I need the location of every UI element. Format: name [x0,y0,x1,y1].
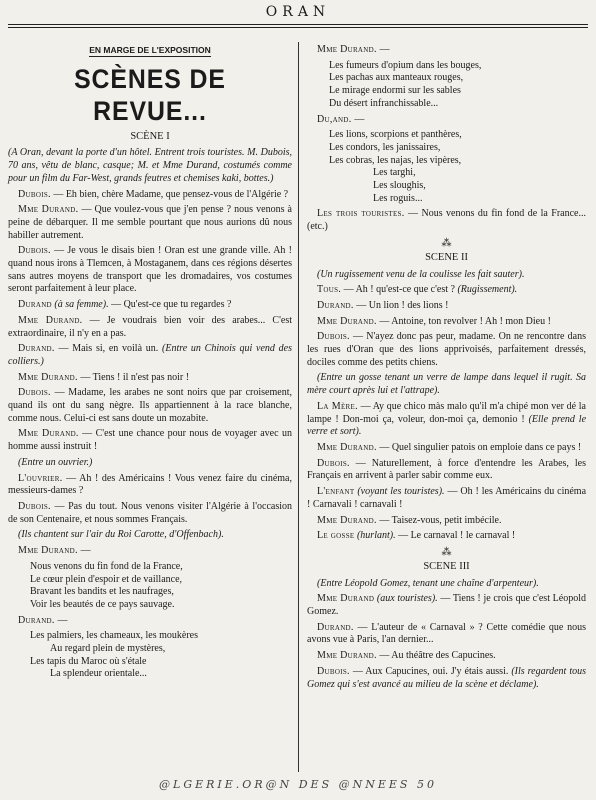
dialogue-line [8,501,292,526]
speech: — Au théâtre des Capucines. [376,650,496,662]
speech: — Pas du tout. Nous venons visiter l'Algérie à l'occasion de son Centenaire, et nous sommes Français. [8,500,292,525]
speaker: Dubois. [317,457,350,469]
asterism: ⁂ [441,237,452,249]
verse-line: Bravant les bandits et les naufrages, [30,586,174,598]
dialogue-line [8,245,292,296]
running-title: ORAN [265,4,331,20]
dialogue-block [307,593,586,691]
dialogue-line [307,458,586,483]
verse-line: Les targhi, [373,167,416,179]
dialogue-block [8,189,292,454]
dialogue-line [8,387,292,425]
speaker: Mme Durand. [317,441,377,453]
verse-line: Les pachas aux manteaux rouges, [329,72,464,84]
speech: — Aux Capucines, oui. J'y étais aussi. [349,665,512,677]
verse-line: Les fumeurs d'opium dans les bouges, [329,59,482,71]
speaker: Dubois. [18,245,51,257]
verse-block [329,60,586,111]
article-title: SCÈNES DE REVUE... [74,63,226,126]
speech: — Oh ! les Américains du cinéma ! Carnavali ! carnavali ! [307,486,587,510]
dialogue-line [8,204,292,242]
speech: — Tiens ! je crois que c'est Léopold Gomez. [307,593,586,618]
verse-line: Les tapis du Maroc où s'étale [30,655,147,667]
verse-block [329,129,586,205]
speaker: Durand. [317,299,354,311]
top-rule [8,24,588,25]
speaker: Mme Durand. [18,314,83,326]
page-header [0,0,596,26]
speech: — Tiens ! il n'est pas noir ! [77,371,190,383]
speaker: Tous. [317,284,342,296]
speech: — Mais si, en voilà un. [54,343,163,355]
dialogue-line [307,300,586,313]
speaker: La Mère. [317,400,358,412]
speech: — Nous venons du fin fond de la France... (etc.) [307,208,586,233]
dialogue-line [8,428,292,453]
speech: — Ah ! des Américains ! Vous venez faire du cinéma, messieurs-dames ? [8,472,292,497]
speaker: L'ouvrier. [18,472,63,484]
dialogue-block [307,401,586,543]
verse-line: Du désert infranchissable... [329,97,439,109]
verse-line: Le cœur plein d'espoir et de vaillance, [30,573,183,585]
verse-block [30,561,292,612]
speaker: Le gosse [317,530,355,542]
stage-direction: (hurlant). [356,530,396,542]
speech: — Le carnaval ! le carnaval ! [395,530,516,542]
speaker: Dubois. [18,387,51,399]
speaker: Dubois. [18,188,51,200]
speaker: Dubois. [317,331,350,343]
dialogue-line [307,666,586,691]
speech: — Antoine, ton revolver ! Ah ! mon Dieu ! [376,315,551,327]
dialogue-line [307,650,586,663]
footer-watermark: @LGERIE.OR@N DES @NNEES 50 [159,778,437,791]
right-column [307,44,586,694]
speech: — Un lion ! des lions ! [353,299,449,311]
speaker-label: Mme Durand. — [317,44,390,55]
verse-line: Les palmiers, les chameaux, les moukères [30,630,198,642]
speech: — C'est une chance pour nous de voyager avec un homme aussi instruit ! [8,428,292,453]
stage-direction: (Ils regardent tous Gomez qui s'est avancé au milieu de la scène et déclame). [307,665,586,690]
dialogue-line [307,208,586,233]
speech: — Madame, les arabes ne sont noirs que par croisement, quand ils ont du sang nègre. Ils appartiennent à la race blanche, comme nous. Celui-ci est sans doute un mozabite. [8,387,292,424]
speaker: Mme Durand. [317,514,377,526]
dialogue-line [307,442,586,455]
speech: — Quel singulier patois on emploie dans ce pays ! [376,441,582,453]
speaker-label: Mme Durand. — [18,545,91,557]
speaker: Mme Durand. [317,315,377,327]
asterism: ⁂ [441,546,452,558]
section-kicker: EN MARGE DE L'EXPOSITION [89,45,211,55]
stage-direction: (Entre Léopold Gomez, tenant une chaîne d'arpenteur). [317,577,539,589]
dialogue-line [8,343,292,368]
dialogue-line [307,515,586,528]
speech: — Je vous le disais bien ! Oran est une grande ville. Ah ! quand nous irons à Tlemcen, à Mostaganem, dans ces régions désertes sans autres moyens de transport que les dromadaires, vos costumes seront parfaitement à leur place. [8,245,292,295]
dialogue-line [8,189,292,202]
left-column [8,44,292,684]
dialogue-line [8,299,292,312]
stage-direction: (Ils chantent sur l'air du Roi Carotte, d'Offenbach). [18,529,224,541]
verse-line: Voir les beautés de ce pays sauvage. [30,598,175,610]
verse-block [30,630,292,681]
stage-direction: (Rugissement). [457,284,518,296]
dialogue-block [8,473,292,527]
speaker: Les trois touristes. [317,208,405,220]
top-rule-2 [8,27,588,28]
speech: — Ay que chico màs malo qu'il m'a chipé mon ver dé la lampe ! Don-moi ça, voleur, don-moi ça, demonio ! [307,400,586,425]
dialogue-line [307,622,586,647]
speaker: Mme Durand. [18,204,79,216]
speaker: Durand. [317,621,354,633]
speaker: L'enfant [317,486,355,498]
verse-line: Les roguis... [373,192,423,204]
speech: — Je voudrais bien voir des arabes... C'est extraordinaire, il n'y en a pas. [8,314,292,339]
stage-direction: (Un rugissement venu de la coulisse les fait sauter). [317,268,525,280]
stage-direction: (à sa femme). [54,299,109,311]
verse-line: Les lions, scorpions et panthères, [329,129,462,141]
dialogue-line [307,284,586,297]
speaker-label: Du,and. — [317,113,365,125]
scene-heading: SCENE III [423,560,470,572]
speech: — N'ayez donc pas peur, madame. On ne rencontre dans les rues d'Oran que des lions apprivoisés, parfaitement dressés, dociles comme des petits chiens. [307,331,586,368]
speaker: Mme Durand. [317,650,377,662]
scene-heading: SCÈNE I [130,130,170,142]
dialogue-block [307,284,586,369]
speech: — Ah ! qu'est-ce que c'est ? [341,284,458,296]
dialogue-line [307,316,586,329]
speaker: Durand. [18,343,55,355]
speaker: Mme Durand [317,593,375,605]
speech: — Naturellement, à force d'entendre les Arabes, les Français en arrivent à parler sabir comme eux. [307,457,586,482]
verse-line: La splendeur orientale... [50,668,147,680]
dialogue-line [307,530,586,543]
dialogue-line [307,486,586,511]
speaker: Dubois. [317,665,350,677]
stage-direction: (Elle prend le verre et sort). [307,413,587,438]
verse-line: Les cobras, les najas, les vipères, [329,154,462,166]
dialogue-line [8,473,292,498]
speech: — Qu'est-ce que tu regardes ? [108,299,232,311]
speech: — Taisez-vous, petit imbécile. [376,514,502,526]
dialogue-line [8,372,292,385]
speaker: Mme Durand. [18,428,79,440]
dialogue-line [307,331,586,369]
verse-line: Au regard plein de mystères, [50,643,166,655]
speaker: Mme Durand. [18,371,78,383]
speech: — L'auteur de « Carnaval » ? Cette comédie que nous avons vue à Paris, l'an dernier... [307,621,586,646]
speech: — Que voulez-vous que j'en pense ? nous venons à peine de débarquer. Il me semble pourtant que nous aurions dû nous habiller autrement. [8,204,292,241]
column-divider [298,42,299,772]
dialogue-line [8,315,292,340]
verse-line: Les condors, les janissaires, [329,141,441,153]
stage-direction: (Entre un Chinois qui vend des colliers.) [8,343,292,367]
stage-direction: (Entre un ouvrier.) [18,456,93,468]
speech: — Eh bien, chère Madame, que pensez-vous de l'Algérie ? [50,188,289,200]
stage-direction: (Entre un gosse tenant un verre de lampe dans lequel il rugit. Sa mère court après lui et l'attrape). [307,372,586,397]
dialogue-line [307,401,586,439]
verse-line: Nous venons du fin fond de la France, [30,560,183,572]
scene-heading: SCENE II [425,251,468,263]
speaker: Durand [18,299,52,311]
stage-direction: (voyant les touristes). [357,486,445,498]
speaker: Dubois. [18,500,51,512]
stage-direction: (A Oran, devant la porte d'un hôtel. Entrent trois touristes. M. Dubois, 70 ans, vêtu de blanc, casque; M. et Mme Durand, costumés comme pour un film du Far-West, grands feutres et chemises kaki, bottes.) [8,147,292,184]
verse-line: Le mirage endormi sur les sables [329,85,461,97]
verse-line: Les sloughis, [373,180,426,192]
stage-direction: (aux touristes). [376,593,438,605]
speaker-label: Durand. — [18,614,68,626]
dialogue-line [307,593,586,618]
